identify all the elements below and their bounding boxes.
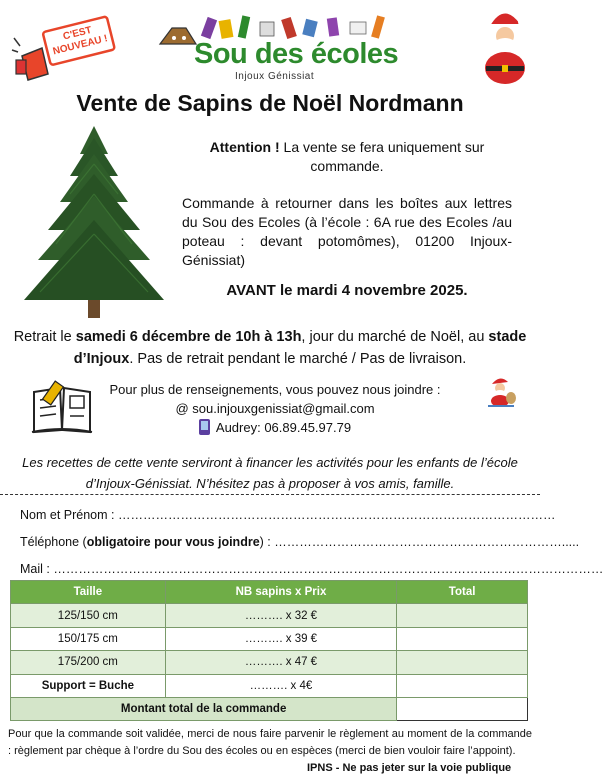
- page-title: Vente de Sapins de Noël Nordmann: [76, 90, 464, 116]
- table-row: [11, 674, 528, 697]
- row-quantity-input[interactable]: ………. x 32 €: [165, 604, 397, 627]
- name-field[interactable]: Nom et Prénom : ……………………………………………………………………………………………: [20, 508, 556, 522]
- row-size: 125/150 cm: [11, 604, 166, 627]
- pickup-text-1: Retrait le: [13, 329, 76, 345]
- table-total-row: [11, 697, 528, 720]
- payment-info: Pour que la commande soit validée, merci de nous faire parvenir le règlement au moment de la commande : règlement par chèque à l’ordre du Sou des écoles ou en espèces (merci de bien vouloir faire l’appoint).: [8, 728, 532, 757]
- pickup-info: [6, 326, 534, 370]
- santa-small-graphic: [484, 374, 518, 408]
- attention-label: Attention !: [209, 139, 280, 155]
- row-size: Support = Buche: [11, 674, 166, 697]
- contact-phone: [80, 418, 470, 437]
- attention-notice: [182, 138, 512, 176]
- row-total-input[interactable]: [397, 627, 528, 650]
- header-total: Total: [397, 581, 528, 604]
- order-info: Commande à retourner dans les boîtes aux lettres du Sou des Ecoles (à l’école : 6A rue des Ecoles /au poteau : devant potomômes), 01200 Injoux-Génissiat): [182, 195, 512, 268]
- ipns-notice: IPNS - Ne pas jeter sur la voie publique: [307, 762, 512, 774]
- phone-field[interactable]: [20, 535, 579, 549]
- pickup-date: samedi 6 décembre de 10h à 13h: [75, 329, 302, 345]
- contact-email[interactable]: @ sou.injouxgenissiat@gmail.com: [175, 401, 375, 416]
- tree-image: [10, 124, 178, 320]
- table-header-row: [11, 581, 528, 604]
- santa-graphic: [474, 6, 534, 86]
- total-label: Montant total de la commande: [11, 697, 397, 720]
- header-size: Taille: [11, 581, 166, 604]
- attention-text: La vente se fera uniquement sur commande.: [279, 139, 485, 174]
- phone-icon: [199, 419, 210, 435]
- table-row: [11, 604, 528, 627]
- mail-field[interactable]: Mail : ……………………………………………………………………………………………………………………: [20, 562, 603, 576]
- phone-field-label: Téléphone (: [20, 535, 87, 549]
- santa-icon: [474, 6, 534, 86]
- row-quantity-input[interactable]: ………. x 4€: [165, 674, 397, 697]
- deadline: AVANT le mardi 4 novembre 2025.: [226, 282, 468, 299]
- contact-phone-text: Audrey: 06.89.45.97.79: [215, 420, 352, 435]
- row-size: 175/200 cm: [11, 651, 166, 674]
- note-italic: Les recettes de cette vente serviront à financer les activités pour les enfants de l’école d’Injoux-Génissiat. N’hésitez pas à proposer à vos amis, famille.: [22, 455, 518, 491]
- row-total-input[interactable]: [397, 651, 528, 674]
- contact-intro: Pour plus de renseignements, vous pouvez nous joindre :: [109, 382, 441, 397]
- cut-line: [0, 494, 540, 495]
- row-total-input[interactable]: [397, 674, 528, 697]
- pickup-location: stade d’Injoux: [73, 329, 527, 367]
- phone-field-bold: obligatoire pour vous joindre: [86, 535, 260, 549]
- logo-title: Sou des écoles: [194, 38, 399, 70]
- table-row: [11, 627, 528, 650]
- row-size: 150/175 cm: [11, 627, 166, 650]
- tree-icon: [10, 124, 178, 320]
- row-quantity-input[interactable]: ………. x 39 €: [165, 627, 397, 650]
- pickup-text-2: , jour du marché de Noël, au: [301, 329, 489, 345]
- badge-text: C'EST NOUVEAU !: [51, 24, 109, 58]
- phone-field-dots: ) : …………………………………………………………….....: [259, 535, 580, 549]
- pickup-text-3: . Pas de retrait pendant le marché / Pas de livraison.: [129, 351, 467, 367]
- santa-small-icon: [484, 374, 518, 408]
- header-quantity-price: NB sapins x Prix: [165, 581, 397, 604]
- logo-subtitle: Injoux Génissiat: [235, 71, 315, 82]
- row-total-input[interactable]: [397, 604, 528, 627]
- megaphone-badge: [14, 8, 114, 88]
- table-row: [11, 651, 528, 674]
- grand-total-input[interactable]: [397, 697, 528, 720]
- row-quantity-input[interactable]: ………. x 47 €: [165, 651, 397, 674]
- order-table: [10, 580, 528, 721]
